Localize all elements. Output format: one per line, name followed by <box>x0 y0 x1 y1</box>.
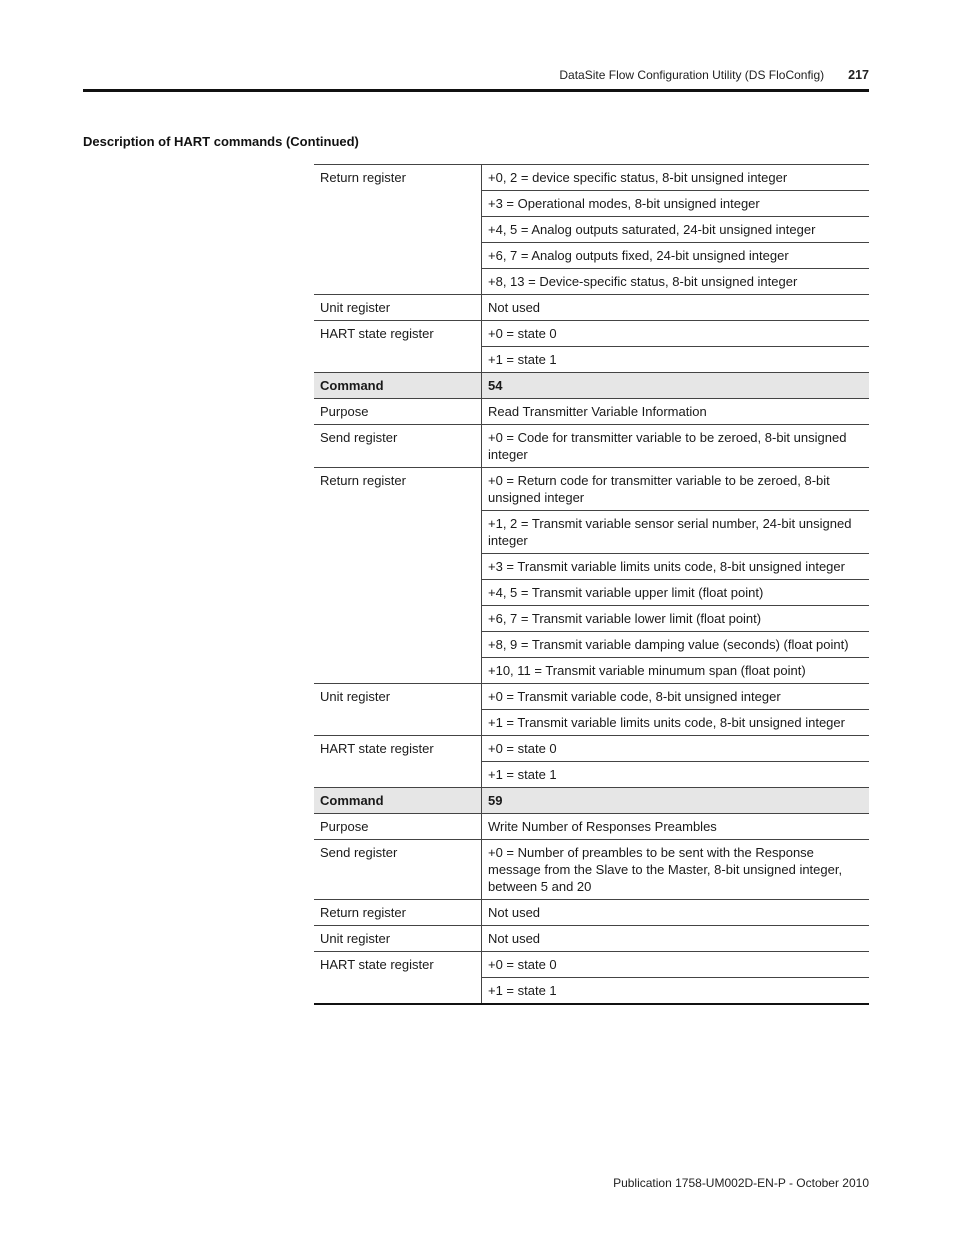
table-row <box>314 814 869 840</box>
field-label-cell <box>314 710 482 736</box>
field-value-cell: +1 = state 1 <box>482 978 870 1005</box>
field-label-cell: Return register <box>314 900 482 926</box>
table-row <box>314 347 869 373</box>
table-row <box>314 554 869 580</box>
field-value-cell: Not used <box>482 926 870 952</box>
field-label-cell: Send register <box>314 840 482 900</box>
field-label-cell: Return register <box>314 165 482 191</box>
field-value-cell: +0, 2 = device specific status, 8-bit unsigned integer <box>482 165 870 191</box>
field-label-cell <box>314 217 482 243</box>
field-value-cell: +0 = state 0 <box>482 321 870 347</box>
table-row <box>314 217 869 243</box>
table-row <box>314 840 869 900</box>
field-value-cell: +0 = Return code for transmitter variable to be zeroed, 8-bit unsigned integer <box>482 468 870 511</box>
command-row <box>314 373 869 399</box>
field-label-cell: Return register <box>314 468 482 511</box>
field-label-cell <box>314 511 482 554</box>
table-row <box>314 243 869 269</box>
field-label-cell: Unit register <box>314 295 482 321</box>
field-value-cell: Not used <box>482 900 870 926</box>
field-label-cell <box>314 243 482 269</box>
table-row <box>314 425 869 468</box>
table-row <box>314 736 869 762</box>
table-row <box>314 606 869 632</box>
table-row <box>314 658 869 684</box>
table-row <box>314 468 869 511</box>
field-value-cell: +1 = state 1 <box>482 762 870 788</box>
field-value-cell: +3 = Transmit variable limits units code, 8-bit unsigned integer <box>482 554 870 580</box>
field-value-cell: +1 = Transmit variable limits units code, 8-bit unsigned integer <box>482 710 870 736</box>
header-title: DataSite Flow Configuration Utility (DS FloConfig) <box>559 68 825 82</box>
field-label-cell: Purpose <box>314 814 482 840</box>
table-row <box>314 926 869 952</box>
command-row <box>314 788 869 814</box>
table-row <box>314 710 869 736</box>
field-label-cell <box>314 191 482 217</box>
field-label-cell: Command <box>314 788 482 814</box>
table-row <box>314 684 869 710</box>
section-title: Description of HART commands (Continued) <box>83 134 359 149</box>
field-value-cell: +0 = Code for transmitter variable to be zeroed, 8-bit unsigned integer <box>482 425 870 468</box>
field-value-cell: Not used <box>482 295 870 321</box>
table-row <box>314 191 869 217</box>
field-value-cell: +0 = state 0 <box>482 952 870 978</box>
field-value-cell: +1, 2 = Transmit variable sensor serial number, 24-bit unsigned integer <box>482 511 870 554</box>
field-value-cell: +6, 7 = Analog outputs fixed, 24-bit unsigned integer <box>482 243 870 269</box>
field-label-cell: Command <box>314 373 482 399</box>
table-row <box>314 399 869 425</box>
field-value-cell: Read Transmitter Variable Information <box>482 399 870 425</box>
field-value-cell: +0 = Number of preambles to be sent with the Response message from the Slave to the Master, 8-bit unsigned integer, between 5 and 20 <box>482 840 870 900</box>
field-label-cell: Send register <box>314 425 482 468</box>
table-row <box>314 900 869 926</box>
table-row <box>314 580 869 606</box>
field-label-cell <box>314 632 482 658</box>
field-label-cell <box>314 978 482 1005</box>
field-label-cell <box>314 762 482 788</box>
field-value-cell: Write Number of Responses Preambles <box>482 814 870 840</box>
field-value-cell: +0 = state 0 <box>482 736 870 762</box>
field-value-cell: +4, 5 = Transmit variable upper limit (float point) <box>482 580 870 606</box>
field-value-cell: +3 = Operational modes, 8-bit unsigned integer <box>482 191 870 217</box>
field-value-cell: 54 <box>482 373 870 399</box>
field-label-cell: Purpose <box>314 399 482 425</box>
header-rule <box>83 89 869 92</box>
table-row <box>314 511 869 554</box>
field-label-cell: Unit register <box>314 926 482 952</box>
field-label-cell: HART state register <box>314 736 482 762</box>
field-value-cell: +6, 7 = Transmit variable lower limit (float point) <box>482 606 870 632</box>
field-value-cell: 59 <box>482 788 870 814</box>
table-row <box>314 632 869 658</box>
table-row <box>314 165 869 191</box>
field-label-cell <box>314 658 482 684</box>
field-value-cell: +1 = state 1 <box>482 347 870 373</box>
table-row <box>314 321 869 347</box>
field-label-cell <box>314 580 482 606</box>
table-row <box>314 952 869 978</box>
table-row <box>314 978 869 1005</box>
field-label-cell: HART state register <box>314 952 482 978</box>
table-row <box>314 295 869 321</box>
field-value-cell: +4, 5 = Analog outputs saturated, 24-bit unsigned integer <box>482 217 870 243</box>
field-label-cell <box>314 269 482 295</box>
field-value-cell: +10, 11 = Transmit variable minumum span (float point) <box>482 658 870 684</box>
field-label-cell <box>314 554 482 580</box>
page-number: 217 <box>848 68 869 82</box>
table-row <box>314 762 869 788</box>
field-label-cell: Unit register <box>314 684 482 710</box>
page-header <box>83 64 869 86</box>
table-row <box>314 269 869 295</box>
field-value-cell: +8, 13 = Device-specific status, 8-bit unsigned integer <box>482 269 870 295</box>
field-value-cell: +0 = Transmit variable code, 8-bit unsigned integer <box>482 684 870 710</box>
hart-commands-table <box>314 164 869 1005</box>
field-label-cell <box>314 347 482 373</box>
publication-footer: Publication 1758-UM002D-EN-P - October 2010 <box>613 1176 869 1190</box>
field-label-cell <box>314 606 482 632</box>
table-body <box>314 165 869 1005</box>
field-label-cell: HART state register <box>314 321 482 347</box>
field-value-cell: +8, 9 = Transmit variable damping value (seconds) (float point) <box>482 632 870 658</box>
